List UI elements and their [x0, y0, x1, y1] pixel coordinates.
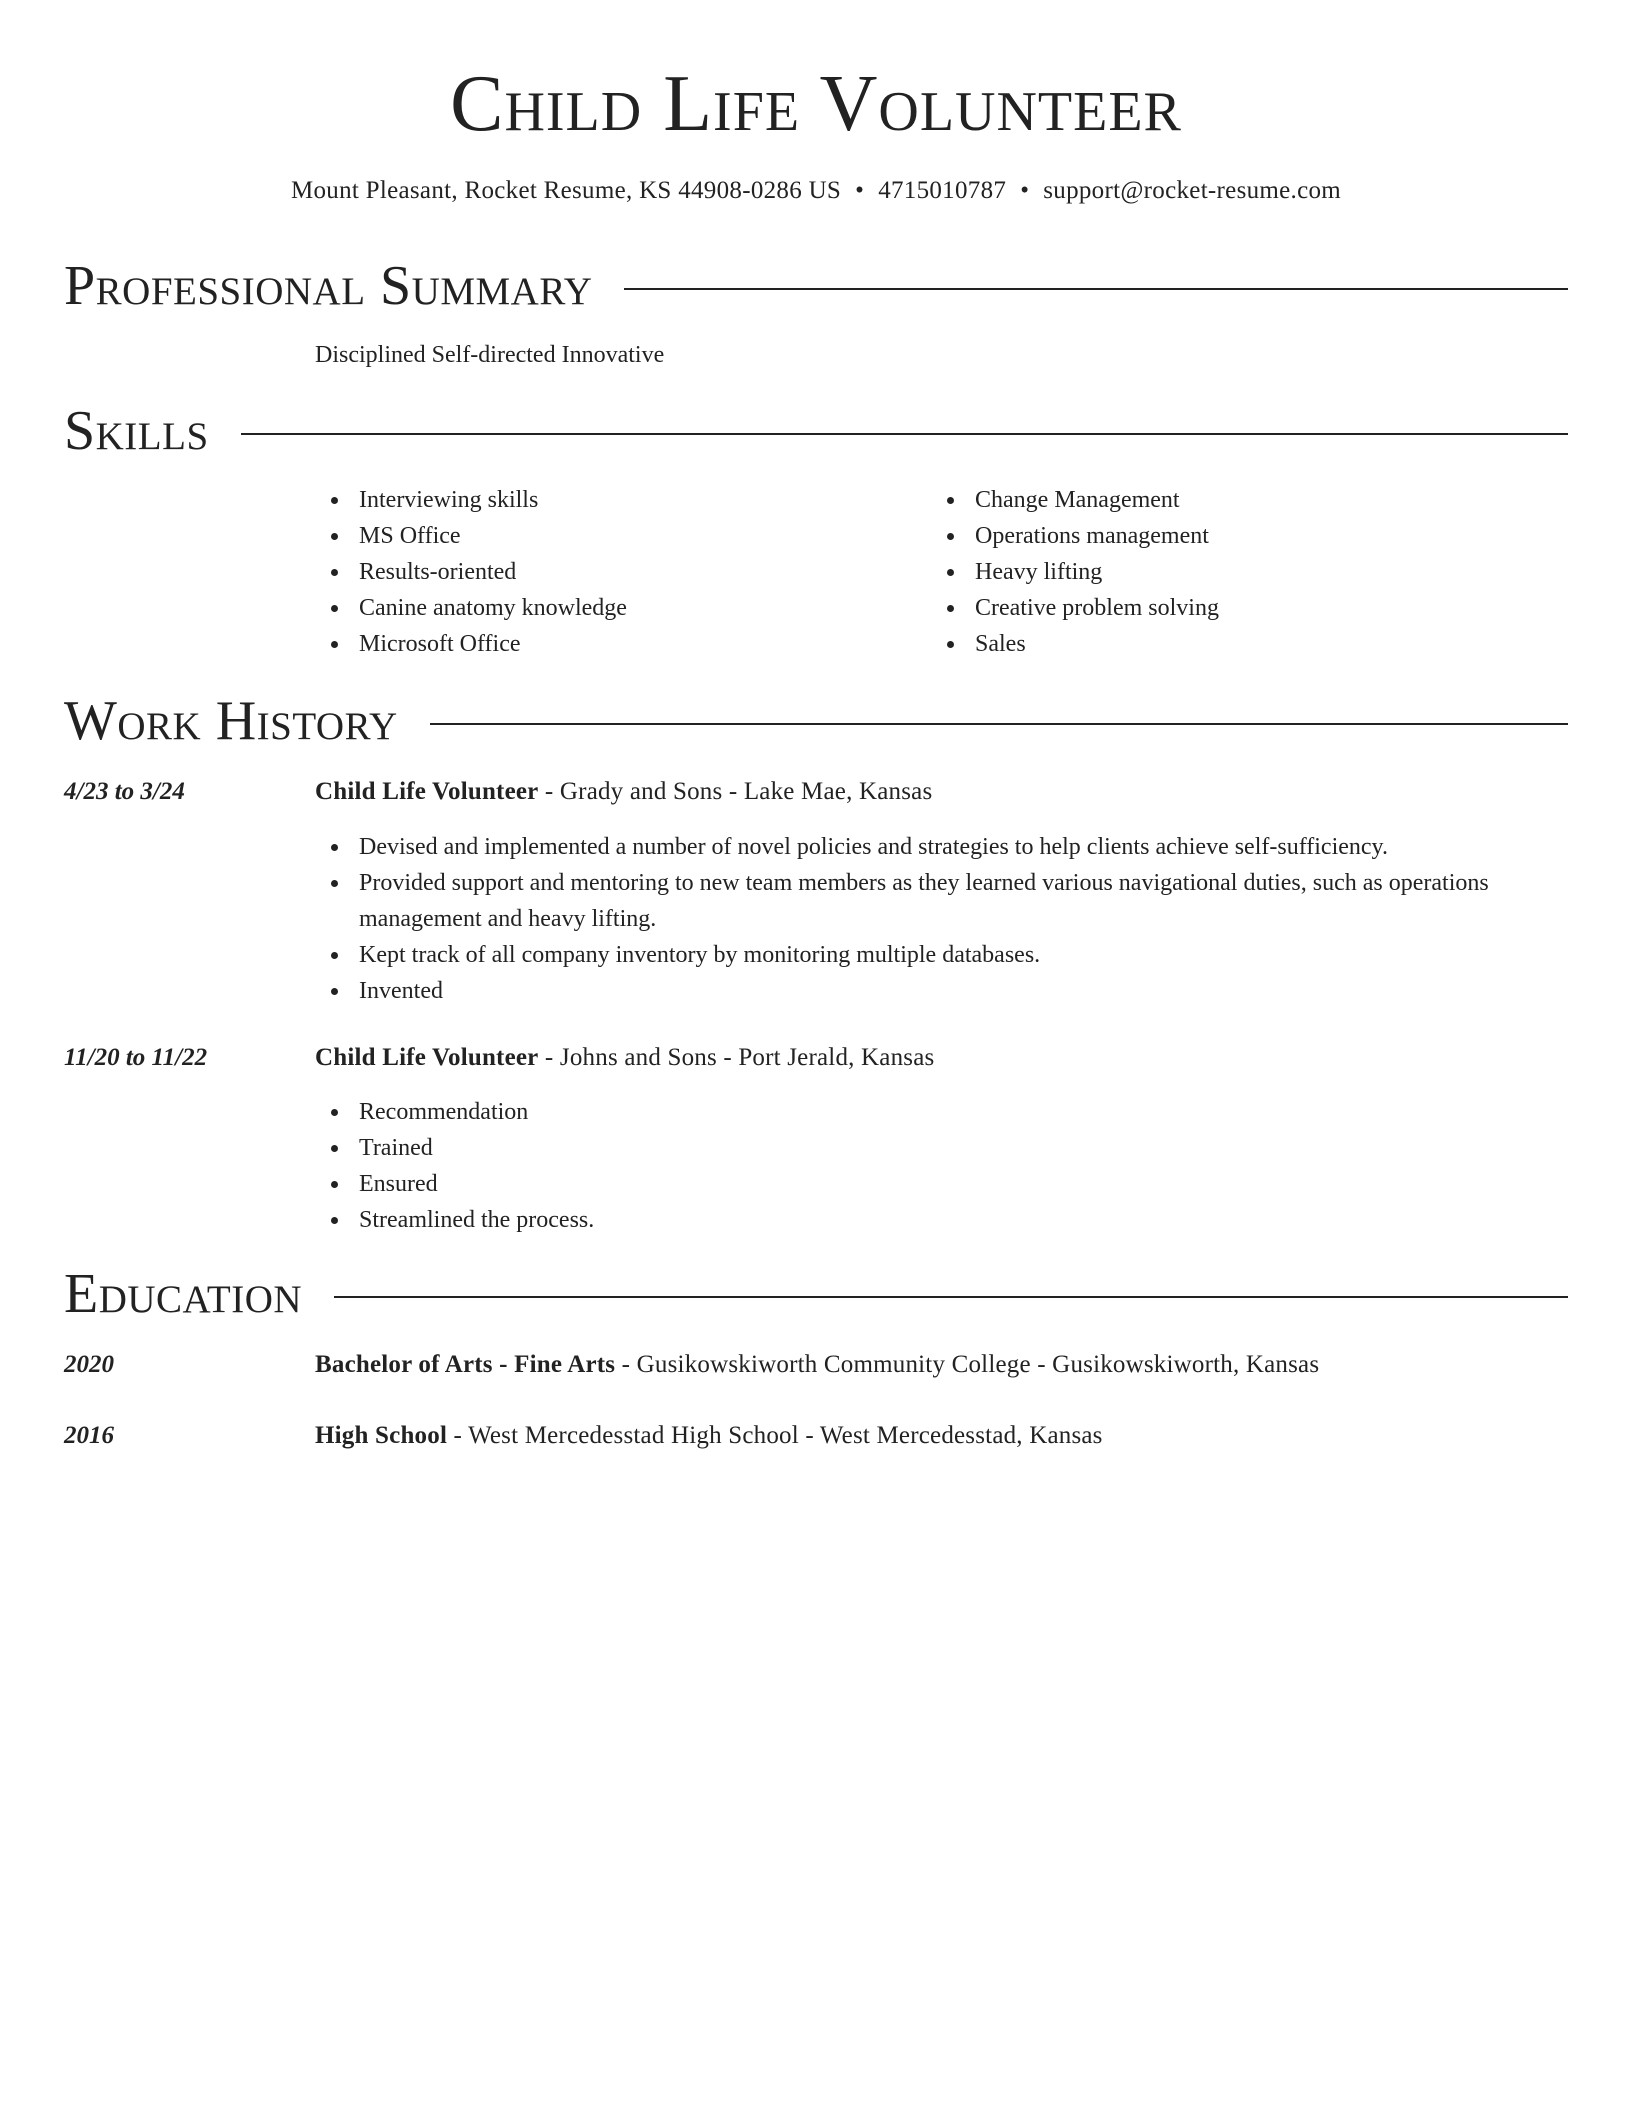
bullet-icon — [331, 1181, 338, 1188]
section-divider — [624, 288, 1568, 290]
job-title-line — [315, 1041, 934, 1075]
job-details: - Johns and Sons - Port Jerald, Kansas — [538, 1044, 935, 1071]
job-bullet: Trained — [315, 1130, 1568, 1166]
candidate-name: Child Life Volunteer — [450, 60, 1182, 148]
skill-item: Sales — [931, 626, 1219, 662]
bullet-icon — [331, 641, 338, 648]
contact-separator: • — [855, 177, 865, 204]
job-title-line — [315, 775, 932, 809]
job-bullet: Recommendation — [315, 1094, 1568, 1130]
education-section-header — [64, 1262, 1568, 1326]
skill-item: Creative problem solving — [931, 590, 1219, 626]
education-line — [315, 1348, 1319, 1382]
education-section-title: Education — [64, 1263, 303, 1325]
bullet-icon — [331, 844, 338, 851]
bullet-icon — [331, 952, 338, 959]
education-year: 2016 — [64, 1422, 114, 1449]
section-divider — [241, 433, 1568, 435]
job-bullet: Kept track of all company inventory by monitoring multiple databases. — [315, 937, 1568, 973]
bullet-icon — [331, 1109, 338, 1116]
bullet-icon — [331, 1217, 338, 1224]
bullet-icon — [331, 569, 338, 576]
education-degree: High School — [315, 1422, 448, 1449]
bullet-icon — [947, 497, 954, 504]
skill-item: Microsoft Office — [315, 626, 627, 662]
skill-item: Heavy lifting — [931, 554, 1219, 590]
job-bullets — [315, 829, 1568, 1009]
job-bullet: Ensured — [315, 1166, 1568, 1202]
contact-phone: 4715010787 — [878, 177, 1007, 204]
job-bullet: Streamlined the process. — [315, 1202, 1568, 1238]
bullet-icon — [331, 533, 338, 540]
bullet-icon — [331, 880, 338, 887]
job-bullet: Devised and implemented a number of novel policies and strategies to help clients achieve self-sufficiency. — [315, 829, 1568, 865]
job-bullet: Invented — [315, 973, 1568, 1009]
job-role: Child Life Volunteer — [315, 778, 539, 805]
work-section-title: Work History — [64, 690, 398, 752]
contact-separator: • — [1020, 177, 1030, 204]
bullet-icon — [331, 497, 338, 504]
skills-section-title: Skills — [64, 400, 209, 462]
job-bullets — [315, 1094, 1568, 1238]
summary-text: Disciplined Self-directed Innovative — [315, 342, 665, 368]
skills-list-left — [315, 482, 627, 662]
skill-item: MS Office — [315, 518, 627, 554]
skill-item: Interviewing skills — [315, 482, 627, 518]
bullet-icon — [331, 1145, 338, 1152]
job-dates: 11/20 to 11/22 — [64, 1044, 208, 1071]
education-details: - Gusikowskiworth Community College - Gusikowskiworth, Kansas — [615, 1351, 1320, 1378]
skills-list-right — [931, 482, 1219, 662]
education-line — [315, 1419, 1103, 1453]
education-details: - West Mercedesstad High School - West Mercedesstad, Kansas — [447, 1422, 1103, 1449]
bullet-icon — [947, 533, 954, 540]
contact-line — [64, 174, 1568, 208]
job-details: - Grady and Sons - Lake Mae, Kansas — [538, 778, 933, 805]
section-divider — [430, 723, 1568, 725]
contact-address: Mount Pleasant, Rocket Resume, KS 44908-0286 US — [290, 177, 842, 204]
bullet-icon — [947, 569, 954, 576]
education-degree: Bachelor of Arts - Fine Arts — [315, 1351, 616, 1378]
skill-item: Results-oriented — [315, 554, 627, 590]
summary-section-header — [64, 254, 1568, 318]
education-year: 2020 — [64, 1351, 114, 1378]
section-divider — [334, 1296, 1568, 1298]
job-bullet: Provided support and mentoring to new team members as they learned various navigational duties, such as operations management and heavy lifting. — [315, 865, 1568, 937]
work-section-header — [64, 689, 1568, 753]
skill-item: Change Management — [931, 482, 1219, 518]
bullet-icon — [947, 641, 954, 648]
skills-section-header — [64, 399, 1568, 463]
bullet-icon — [331, 605, 338, 612]
summary-section-title: Professional Summary — [64, 255, 593, 317]
job-role: Child Life Volunteer — [315, 1044, 539, 1071]
skill-item: Operations management — [931, 518, 1219, 554]
bullet-icon — [331, 988, 338, 995]
job-dates: 4/23 to 3/24 — [64, 778, 185, 805]
contact-email: support@rocket-resume.com — [1043, 177, 1342, 204]
bullet-icon — [947, 605, 954, 612]
skill-item: Canine anatomy knowledge — [315, 590, 627, 626]
